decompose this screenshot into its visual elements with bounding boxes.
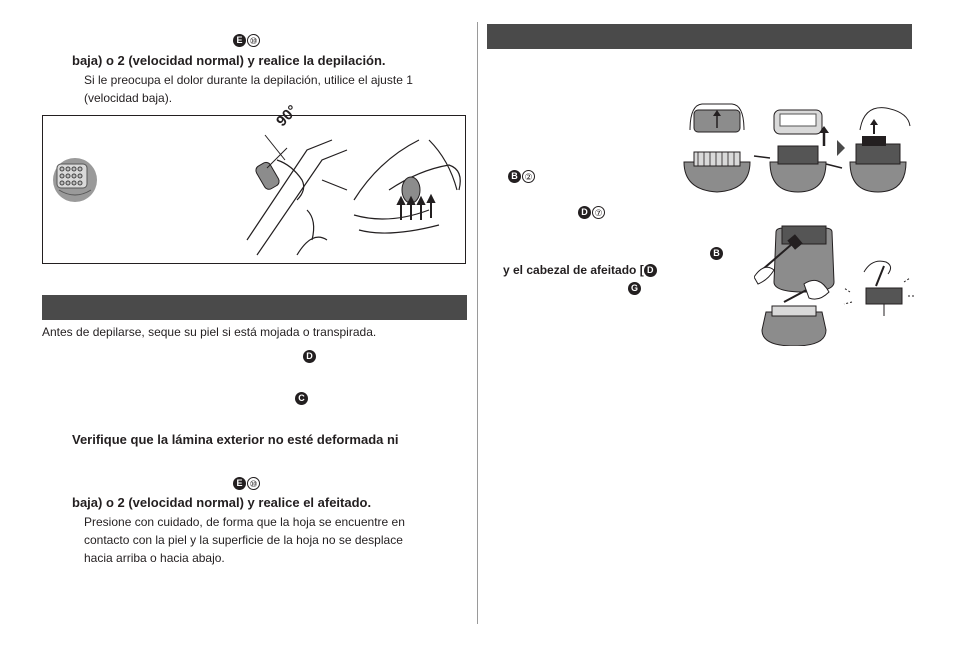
- step-shaving-note-line3: hacia arriba o hacia abajo.: [84, 551, 225, 565]
- step-shaving-note-line2: contacto con la piel y la superficie de la hoja no se desplace: [84, 533, 403, 547]
- clean-shaving-head-label: y el cabezal de afeitado [: [503, 263, 644, 277]
- ref-number-2: ②: [522, 170, 535, 183]
- ref-badge-c: C: [295, 392, 308, 405]
- ref-g: [628, 280, 641, 298]
- ref-b2: [508, 168, 535, 186]
- ref-number-7: ⑦: [592, 206, 605, 219]
- ref-c: [295, 390, 308, 408]
- ref-e10-bottom: [233, 475, 260, 493]
- ref-badge-g: G: [628, 282, 641, 295]
- section-header-bar-left: [42, 295, 467, 320]
- angle-90-label: 90°: [273, 101, 302, 131]
- leg-epilation-illustration: [237, 120, 351, 260]
- ref-number-10: ⑩: [247, 34, 260, 47]
- depilation-figure-box: [42, 101, 466, 264]
- step-shaving-heading: baja) o 2 (velocidad normal) y realice el afeitado.: [72, 495, 372, 510]
- ref-badge-e: E: [233, 477, 246, 490]
- ref-d: [303, 348, 316, 366]
- epilator-head-illustration: [49, 154, 101, 204]
- ref-badge-d: D: [644, 264, 657, 277]
- ref-badge-d: D: [578, 206, 591, 219]
- ref-badge-d: D: [303, 350, 316, 363]
- ref-b: [710, 245, 723, 263]
- ref-badge-b: B: [508, 170, 521, 183]
- step-depilation-heading: baja) o 2 (velocidad normal) y realice la depilación.: [72, 53, 386, 68]
- verify-foil-text: Verifique que la lámina exterior no esté deformada ni: [72, 432, 399, 447]
- step-depilation-note-line2: (velocidad baja).: [84, 91, 173, 105]
- ref-number-10: ⑩: [247, 477, 260, 490]
- arm-epilation-illustration: [349, 130, 465, 250]
- ref-e10-top: [233, 32, 260, 50]
- section-header-bar-right: [487, 24, 912, 49]
- ref-badge-e: E: [233, 34, 246, 47]
- intro-dry-skin-text: Antes de depilarse, seque su piel si está mojada o transpirada.: [42, 325, 377, 339]
- step-shaving-note-line1: Presione con cuidado, de forma que la hoja se encuentre en: [84, 515, 405, 529]
- clean-shaving-head-text: [503, 262, 657, 278]
- ref-d7: [578, 204, 605, 222]
- step-depilation-note-line1: Si le preocupa el dolor durante la depilación, utilice el ajuste 1: [84, 73, 413, 87]
- head-removal-illustration: [682, 100, 914, 196]
- column-divider: [477, 22, 478, 624]
- ref-badge-b: B: [710, 247, 723, 260]
- cleaning-illustration: [754, 222, 914, 346]
